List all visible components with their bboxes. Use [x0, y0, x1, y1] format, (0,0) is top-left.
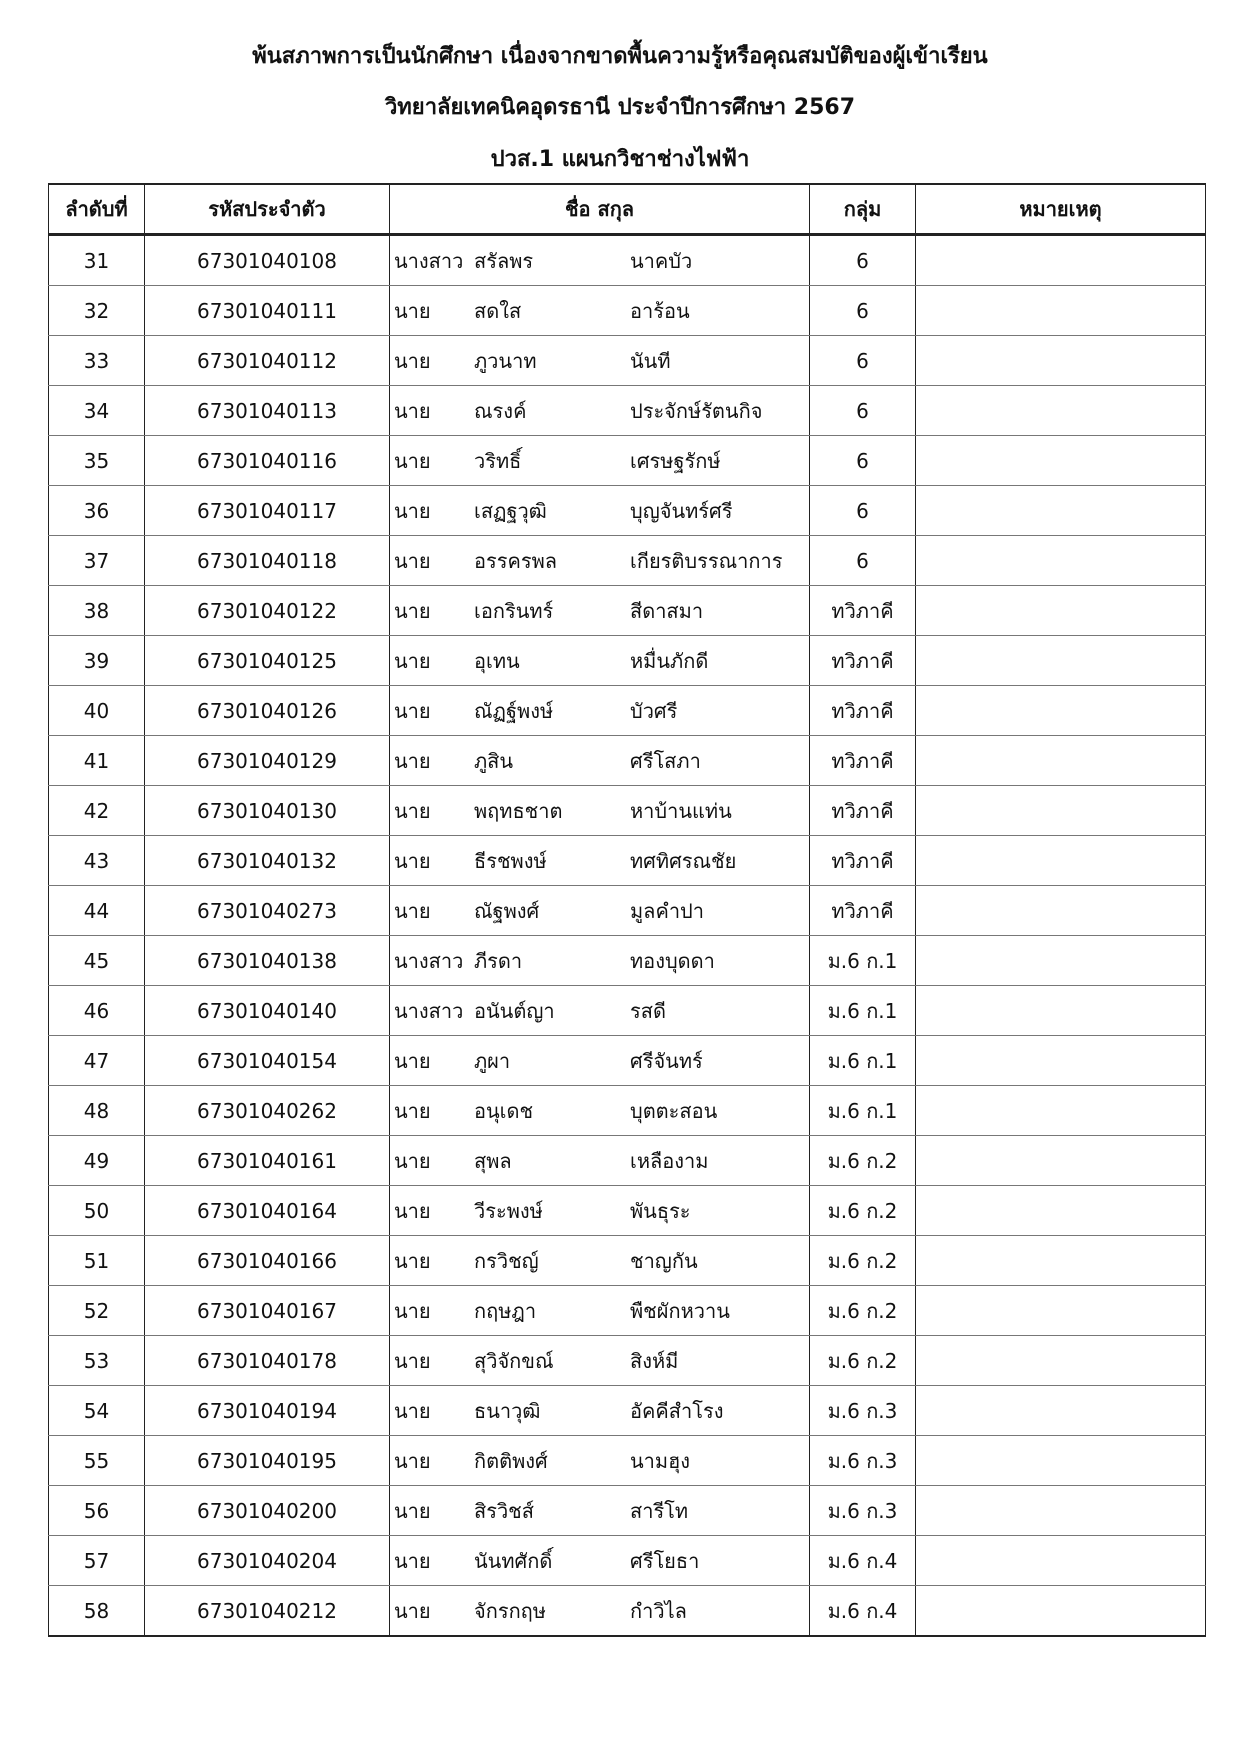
table-row	[49, 1036, 1206, 1086]
student-id: 67301040118	[145, 536, 390, 586]
student-name	[390, 1036, 810, 1086]
row-number: 51	[49, 1236, 145, 1286]
student-name	[390, 235, 810, 286]
student-name	[390, 1436, 810, 1486]
table-body	[49, 235, 1206, 1637]
student-id: 67301040204	[145, 1536, 390, 1586]
row-number: 46	[49, 986, 145, 1036]
last-name: สารีโท	[630, 1498, 689, 1523]
student-group: ม.6 ก.3	[810, 1386, 916, 1436]
first-name: ภูผา	[474, 1048, 511, 1073]
first-name: จักรกฤษ	[474, 1598, 546, 1623]
name-cell	[390, 1086, 809, 1135]
last-name: หมื่นภักดี	[630, 648, 709, 673]
name-prefix: นาย	[394, 298, 431, 323]
last-name: สีดาสมา	[630, 598, 704, 623]
row-number: 34	[49, 386, 145, 436]
last-name: ชาญกัน	[630, 1248, 698, 1273]
student-group: 6	[810, 536, 916, 586]
name-cell	[390, 336, 809, 385]
row-number: 31	[49, 235, 145, 286]
table-row	[49, 1386, 1206, 1436]
row-number: 35	[49, 436, 145, 486]
name-prefix: นางสาว	[394, 248, 464, 273]
student-id: 67301040140	[145, 986, 390, 1036]
student-note	[916, 1236, 1206, 1286]
table-row	[49, 1536, 1206, 1586]
name-cell	[390, 636, 809, 685]
student-id: 67301040126	[145, 686, 390, 736]
first-name: กฤษฎา	[474, 1298, 537, 1323]
name-cell	[390, 1136, 809, 1185]
table-row	[49, 586, 1206, 636]
student-group: 6	[810, 386, 916, 436]
last-name: ศรีจันทร์	[630, 1048, 703, 1073]
student-id: 67301040132	[145, 836, 390, 886]
student-group: ทวิภาคี	[810, 886, 916, 936]
student-group: ม.6 ก.4	[810, 1586, 916, 1637]
student-name	[390, 1186, 810, 1236]
table-row	[49, 1236, 1206, 1286]
name-cell	[390, 586, 809, 635]
last-name: เหลืองาม	[630, 1148, 709, 1173]
table-row	[49, 1336, 1206, 1386]
student-group: ทวิภาคี	[810, 786, 916, 836]
column-header-no: ลำดับที่	[49, 184, 145, 235]
name-prefix: นาย	[394, 1048, 431, 1073]
student-group: 6	[810, 286, 916, 336]
last-name: บุตตะสอน	[630, 1098, 718, 1123]
student-name	[390, 1236, 810, 1286]
first-name: กรวิชญ์	[474, 1248, 539, 1273]
last-name: เศรษฐรักษ์	[630, 448, 721, 473]
student-id: 67301040194	[145, 1386, 390, 1436]
student-name	[390, 736, 810, 786]
last-name: บัวศรี	[630, 698, 678, 723]
name-prefix: นาย	[394, 398, 431, 423]
name-cell	[390, 1386, 809, 1435]
student-id: 67301040262	[145, 1086, 390, 1136]
student-note	[916, 1286, 1206, 1336]
student-id: 67301040108	[145, 235, 390, 286]
row-number: 53	[49, 1336, 145, 1386]
student-note	[916, 1136, 1206, 1186]
column-header-note: หมายเหตุ	[916, 184, 1206, 235]
student-note	[916, 486, 1206, 536]
student-note	[916, 286, 1206, 336]
name-prefix: นางสาว	[394, 998, 464, 1023]
first-name: ณรงค์	[474, 398, 527, 423]
row-number: 55	[49, 1436, 145, 1486]
student-id: 67301040154	[145, 1036, 390, 1086]
student-note	[916, 686, 1206, 736]
student-note	[916, 1386, 1206, 1436]
first-name: วีระพงษ์	[474, 1198, 543, 1223]
student-note	[916, 1586, 1206, 1637]
row-number: 58	[49, 1586, 145, 1637]
name-cell	[390, 1236, 809, 1285]
table-row	[49, 1136, 1206, 1186]
student-group: ม.6 ก.2	[810, 1286, 916, 1336]
table-row	[49, 1086, 1206, 1136]
student-note	[916, 636, 1206, 686]
first-name: ภีรดา	[474, 948, 523, 973]
student-group: ม.6 ก.2	[810, 1336, 916, 1386]
last-name: เกียรติบรรณาการ	[630, 548, 783, 573]
student-id: 67301040122	[145, 586, 390, 636]
last-name: พันธุระ	[630, 1198, 691, 1223]
name-cell	[390, 1286, 809, 1335]
first-name: ณัฐพงศ์	[474, 898, 540, 923]
page-title: พ้นสภาพการเป็นนักศึกษา เนื่องจากขาดพื้นความรู้หรือคุณสมบัติของผู้เข้าเรียน	[252, 44, 988, 69]
row-number: 48	[49, 1086, 145, 1136]
name-prefix: นาย	[394, 1598, 431, 1623]
last-name: อาร้อน	[630, 298, 690, 323]
name-cell	[390, 1536, 809, 1585]
name-cell	[390, 936, 809, 985]
student-id: 67301040195	[145, 1436, 390, 1486]
name-prefix: นาย	[394, 1248, 431, 1273]
student-note	[916, 1186, 1206, 1236]
name-prefix: นาย	[394, 1348, 431, 1373]
student-name	[390, 1286, 810, 1336]
name-cell	[390, 436, 809, 485]
name-prefix: นาย	[394, 1298, 431, 1323]
table-row	[49, 786, 1206, 836]
student-name	[390, 536, 810, 586]
first-name: ธีรชพงษ์	[474, 848, 547, 873]
first-name: สุวิจักขณ์	[474, 1348, 554, 1373]
student-group: ทวิภาคี	[810, 736, 916, 786]
name-cell	[390, 786, 809, 835]
student-name	[390, 1086, 810, 1136]
first-name: วริทธิ์	[474, 448, 522, 473]
first-name: ภูวนาท	[474, 348, 537, 373]
name-cell	[390, 1186, 809, 1235]
college-subtitle: วิทยาลัยเทคนิคอุดรธานี ประจำปีการศึกษา 2567	[384, 95, 856, 120]
student-note	[916, 736, 1206, 786]
department-subtitle: ปวส.1 แผนกวิชาช่างไฟฟ้า	[490, 147, 750, 172]
student-note	[916, 536, 1206, 586]
row-number: 37	[49, 536, 145, 586]
row-number: 57	[49, 1536, 145, 1586]
first-name: สุพล	[474, 1148, 512, 1173]
student-group: 6	[810, 436, 916, 486]
name-prefix: นาย	[394, 648, 431, 673]
name-cell	[390, 1336, 809, 1385]
row-number: 39	[49, 636, 145, 686]
student-note	[916, 586, 1206, 636]
last-name: นันที	[630, 348, 671, 373]
student-name	[390, 936, 810, 986]
column-header-name: ชื่อ สกุล	[390, 184, 810, 235]
last-name: ทศทิศรณชัย	[630, 848, 737, 873]
student-id: 67301040273	[145, 886, 390, 936]
student-group: ม.6 ก.3	[810, 1486, 916, 1536]
row-number: 44	[49, 886, 145, 936]
student-name	[390, 586, 810, 636]
name-prefix: นาย	[394, 498, 431, 523]
first-name: พฤทธชาต	[474, 798, 563, 823]
student-id: 67301040166	[145, 1236, 390, 1286]
name-prefix: นางสาว	[394, 948, 464, 973]
student-name	[390, 986, 810, 1036]
table-row	[49, 235, 1206, 286]
student-id: 67301040113	[145, 386, 390, 436]
name-cell	[390, 1436, 809, 1485]
student-note	[916, 1086, 1206, 1136]
student-id: 67301040117	[145, 486, 390, 536]
student-name	[390, 386, 810, 436]
student-name	[390, 1486, 810, 1536]
last-name: ศรีโสภา	[630, 748, 701, 773]
name-cell	[390, 486, 809, 535]
table-row	[49, 1586, 1206, 1637]
student-name	[390, 1336, 810, 1386]
student-group: 6	[810, 235, 916, 286]
student-note	[916, 1036, 1206, 1086]
last-name: มูลคำปา	[630, 898, 704, 923]
name-prefix: นาย	[394, 698, 431, 723]
student-name	[390, 486, 810, 536]
table-row	[49, 886, 1206, 936]
first-name: เสฏฐวุฒิ	[474, 498, 547, 523]
student-group: ม.6 ก.3	[810, 1436, 916, 1486]
row-number: 43	[49, 836, 145, 886]
first-name: สดใส	[474, 298, 522, 323]
student-group: ม.6 ก.1	[810, 986, 916, 1036]
student-id: 67301040130	[145, 786, 390, 836]
name-prefix: นาย	[394, 548, 431, 573]
table-row	[49, 386, 1206, 436]
name-cell	[390, 1036, 809, 1085]
student-id: 67301040200	[145, 1486, 390, 1536]
student-id: 67301040178	[145, 1336, 390, 1386]
student-name	[390, 686, 810, 736]
last-name: หาบ้านแท่น	[630, 798, 732, 823]
student-id: 67301040161	[145, 1136, 390, 1186]
student-group: 6	[810, 336, 916, 386]
row-number: 42	[49, 786, 145, 836]
name-prefix: นาย	[394, 1498, 431, 1523]
last-name: กำวิไล	[630, 1598, 687, 1623]
name-prefix: นาย	[394, 448, 431, 473]
student-note	[916, 235, 1206, 286]
table-row	[49, 1436, 1206, 1486]
table-row	[49, 1286, 1206, 1336]
name-cell	[390, 736, 809, 785]
student-note	[916, 1336, 1206, 1386]
student-note	[916, 1436, 1206, 1486]
table-row	[49, 286, 1206, 336]
student-id: 67301040138	[145, 936, 390, 986]
column-header-group: กลุ่ม	[810, 184, 916, 235]
row-number: 41	[49, 736, 145, 786]
student-group: ม.6 ก.4	[810, 1536, 916, 1586]
row-number: 45	[49, 936, 145, 986]
name-cell	[390, 986, 809, 1035]
row-number: 36	[49, 486, 145, 536]
name-cell	[390, 886, 809, 935]
student-group: 6	[810, 486, 916, 536]
name-prefix: นาย	[394, 1398, 431, 1423]
student-group: ทวิภาคี	[810, 686, 916, 736]
name-cell	[390, 286, 809, 335]
student-note	[916, 886, 1206, 936]
student-note	[916, 1486, 1206, 1536]
first-name: กิตติพงศ์	[474, 1448, 548, 1473]
first-name: ธนาวุฒิ	[474, 1398, 541, 1423]
first-name: อนุเดช	[474, 1098, 534, 1123]
row-number: 32	[49, 286, 145, 336]
student-name	[390, 436, 810, 486]
name-prefix: นาย	[394, 1448, 431, 1473]
last-name: นามฮุง	[630, 1448, 691, 1473]
student-note	[916, 336, 1206, 386]
last-name: รสดี	[630, 998, 666, 1023]
student-id: 67301040111	[145, 286, 390, 336]
table-row	[49, 1486, 1206, 1536]
name-prefix: นาย	[394, 748, 431, 773]
name-cell	[390, 686, 809, 735]
table-row	[49, 436, 1206, 486]
table-row	[49, 836, 1206, 886]
row-number: 38	[49, 586, 145, 636]
table-row	[49, 686, 1206, 736]
student-name	[390, 1536, 810, 1586]
table-row	[49, 636, 1206, 686]
first-name: อุเทน	[474, 648, 520, 673]
student-id: 67301040167	[145, 1286, 390, 1336]
student-name	[390, 836, 810, 886]
table-row	[49, 486, 1206, 536]
row-number: 49	[49, 1136, 145, 1186]
name-cell	[390, 1486, 809, 1535]
name-prefix: นาย	[394, 1198, 431, 1223]
student-id: 67301040112	[145, 336, 390, 386]
last-name: ทองบุดดา	[630, 948, 715, 973]
student-name	[390, 336, 810, 386]
student-group: ม.6 ก.2	[810, 1136, 916, 1186]
table-header-row	[49, 184, 1206, 235]
first-name: อนันต์ญา	[474, 998, 555, 1023]
table-row	[49, 1186, 1206, 1236]
student-group: ม.6 ก.1	[810, 936, 916, 986]
name-cell	[390, 386, 809, 435]
last-name: อัคคีสำโรง	[630, 1398, 724, 1423]
first-name: สิรวิชส์	[474, 1498, 534, 1523]
first-name: ณัฏฐ์พงษ์	[474, 698, 554, 723]
column-header-student-id: รหัสประจำตัว	[145, 184, 390, 235]
first-name: นันทศักดิ์	[474, 1548, 553, 1573]
first-name: ภูสิน	[474, 748, 514, 773]
name-prefix: นาย	[394, 798, 431, 823]
student-table	[48, 183, 1206, 1637]
student-group: ม.6 ก.1	[810, 1036, 916, 1086]
student-name	[390, 886, 810, 936]
student-name	[390, 286, 810, 336]
row-number: 33	[49, 336, 145, 386]
row-number: 40	[49, 686, 145, 736]
student-name	[390, 636, 810, 686]
last-name: ประจักษ์รัตนกิจ	[630, 398, 763, 423]
student-id: 67301040212	[145, 1586, 390, 1637]
name-cell	[390, 536, 809, 585]
student-group: ม.6 ก.1	[810, 1086, 916, 1136]
row-number: 50	[49, 1186, 145, 1236]
table-row	[49, 936, 1206, 986]
student-group: ทวิภาคี	[810, 836, 916, 886]
student-name	[390, 786, 810, 836]
student-id: 67301040164	[145, 1186, 390, 1236]
table-row	[49, 336, 1206, 386]
student-note	[916, 386, 1206, 436]
student-name	[390, 1586, 810, 1637]
name-cell	[390, 1586, 809, 1635]
student-note	[916, 936, 1206, 986]
last-name: บุญจันทร์ศรี	[630, 498, 733, 523]
row-number: 52	[49, 1286, 145, 1336]
first-name: เอกรินทร์	[474, 598, 554, 623]
first-name: สรัลพร	[474, 248, 534, 273]
student-group: ม.6 ก.2	[810, 1236, 916, 1286]
name-cell	[390, 836, 809, 885]
row-number: 56	[49, 1486, 145, 1536]
name-prefix: นาย	[394, 1098, 431, 1123]
student-note	[916, 986, 1206, 1036]
student-name	[390, 1386, 810, 1436]
last-name: ศรีโยธา	[630, 1548, 700, 1573]
last-name: นาคบัว	[630, 248, 693, 273]
student-note	[916, 786, 1206, 836]
student-id: 67301040116	[145, 436, 390, 486]
student-group: ทวิภาคี	[810, 636, 916, 686]
student-note	[916, 836, 1206, 886]
first-name: อรรครพล	[474, 548, 558, 573]
table-row	[49, 986, 1206, 1036]
last-name: สิงห์มี	[630, 1348, 679, 1373]
row-number: 54	[49, 1386, 145, 1436]
name-prefix: นาย	[394, 1548, 431, 1573]
name-prefix: นาย	[394, 848, 431, 873]
name-prefix: นาย	[394, 348, 431, 373]
name-cell	[390, 236, 809, 285]
name-prefix: นาย	[394, 1148, 431, 1173]
student-id: 67301040125	[145, 636, 390, 686]
student-id: 67301040129	[145, 736, 390, 786]
student-name	[390, 1136, 810, 1186]
table-row	[49, 536, 1206, 586]
name-prefix: นาย	[394, 598, 431, 623]
row-number: 47	[49, 1036, 145, 1086]
last-name: พืชผักหวาน	[630, 1298, 730, 1323]
student-note	[916, 436, 1206, 486]
table-row	[49, 736, 1206, 786]
student-group: ม.6 ก.2	[810, 1186, 916, 1236]
student-group: ทวิภาคี	[810, 586, 916, 636]
student-note	[916, 1536, 1206, 1586]
name-prefix: นาย	[394, 898, 431, 923]
